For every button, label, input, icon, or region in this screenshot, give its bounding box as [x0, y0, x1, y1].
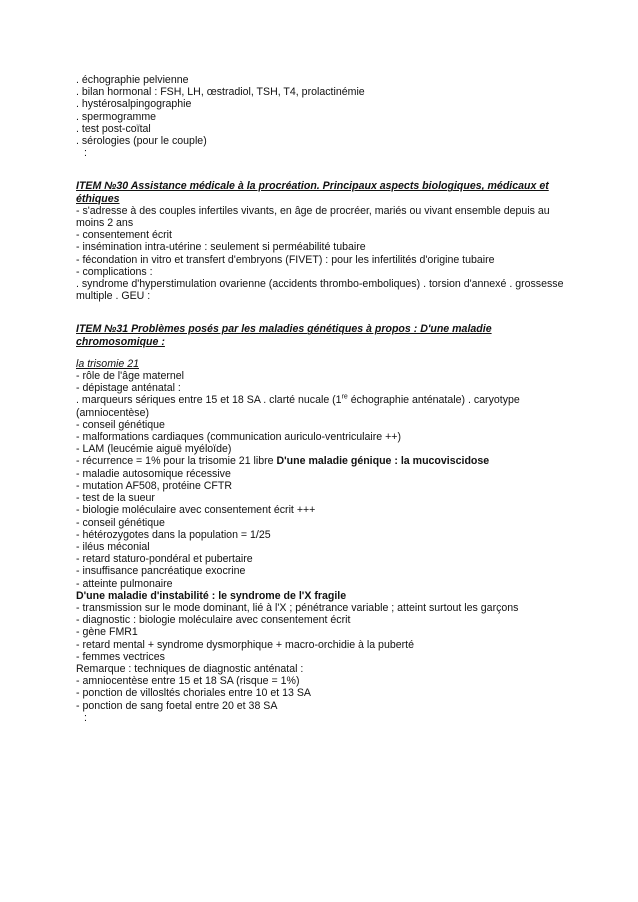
list-item: - retard staturo-pondéral et pubertaire: [76, 553, 253, 566]
list-item: - dépistage anténatal :: [76, 382, 181, 395]
recurrence-text: - récurrence = 1% pour la trisomie 21 libre: [76, 455, 277, 468]
list-item: - fécondation in vitro et transfert d'embryons (FIVET) : pour les infertilités d'origine tubaire: [76, 253, 495, 266]
list-item: - atteinte pulmonaire: [76, 577, 173, 590]
list-item: . bilan hormonal : FSH, LH, œstradiol, TSH, T4, prolactinémie: [76, 86, 365, 99]
list-item: - ponction de villosltés choriales entre 10 et 13 SA: [76, 687, 311, 700]
list-item: - insémination intra-utérine : seulement si perméabilité tubaire: [76, 241, 366, 254]
item31-title: ITEM №31 Problèmes posés par les maladies génétiques à propos : D'une maladie chromosomique :: [76, 323, 492, 348]
list-item: . sérologies (pour le couple): [76, 135, 207, 148]
list-item: - diagnostic : biologie moléculaire avec consentement écrit: [76, 614, 351, 627]
intro-list: [76, 74, 571, 159]
list-item: - transmission sur le mode dominant, lié à l'X ; pénétrance variable ; atteint surtout les garçons: [76, 601, 519, 614]
list-item: . test post-coïtal: [76, 122, 151, 135]
list-item: - insuffisance pancréatique exocrine: [76, 565, 246, 578]
item30-section: [76, 180, 571, 302]
paragraph: . syndrome d'hyperstimulation ovarienne (accidents thrombo-emboliques) . torsion d'annexé . grossesse multiple . GEU :: [76, 278, 564, 303]
item30-title: ITEM №30 Assistance médicale à la procréation. Principaux aspects biologiques, médicaux et éthiques: [76, 180, 549, 205]
list-item: - test de la sueur: [76, 492, 155, 505]
marqueurs-text: échographie anténatale) . caryotype: [347, 394, 520, 407]
list-item: - rôle de l'âge maternel: [76, 370, 185, 383]
section-end-mark: :: [84, 711, 87, 724]
list-item: [76, 455, 571, 467]
list-item: Remarque : techniques de diagnostic anténatal :: [76, 662, 304, 675]
paragraph: - s'adresse à des couples infertiles vivants, en âge de procréer, mariés ou vivant ensemble depuis au moins 2 ans: [76, 204, 550, 230]
superscript: re: [341, 393, 348, 401]
list-item: - biologie moléculaire avec consentement écrit +++: [76, 504, 316, 517]
document-page: [76, 74, 571, 724]
list-item: . hystérosalpingographie: [76, 98, 192, 111]
list-item: - malformations cardiaques (communication auriculo-ventriculaire ++): [76, 431, 402, 444]
marqueurs-text: . marqueurs sériques entre 15 et 18 SA . clarté nucale (1: [76, 394, 342, 407]
list-item: - conseil génétique: [76, 516, 165, 529]
genic-heading: D'une maladie génique : la mucoviscidose: [276, 455, 490, 468]
list-item: - complications :: [76, 265, 153, 278]
list-item: [76, 394, 571, 406]
subsection-title: la trisomie 21: [76, 357, 139, 370]
xfragile-heading: D'une maladie d'instabilité : le syndrome de l'X fragile: [76, 589, 347, 602]
list-item: - conseil génétique: [76, 418, 165, 431]
list-item: - LAM (leucémie aiguë myéloïde): [76, 443, 232, 456]
list-item: - consentement écrit: [76, 229, 172, 242]
list-item: - femmes vectrices: [76, 650, 165, 663]
item31-section: [76, 323, 571, 724]
list-item: - mutation AF508, protéine CFTR: [76, 479, 233, 492]
list-item: - maladie autosomique récessive: [76, 467, 231, 480]
list-item: - hétérozygotes dans la population = 1/25: [76, 528, 271, 541]
list-item: - retard mental + syndrome dysmorphique + macro-orchidie à la puberté: [76, 638, 414, 651]
list-item: - gène FMR1: [76, 626, 138, 639]
list-item: - amniocentèse entre 15 et 18 SA (risque = 1%): [76, 675, 300, 688]
section-end-mark: :: [84, 147, 87, 160]
list-item: (amniocentèse): [76, 406, 150, 419]
list-item: . spermogramme: [76, 110, 157, 123]
list-item: . échographie pelvienne: [76, 74, 189, 86]
list-item: - ponction de sang foetal entre 20 et 38 SA: [76, 699, 278, 712]
list-item: - iléus méconial: [76, 540, 150, 553]
